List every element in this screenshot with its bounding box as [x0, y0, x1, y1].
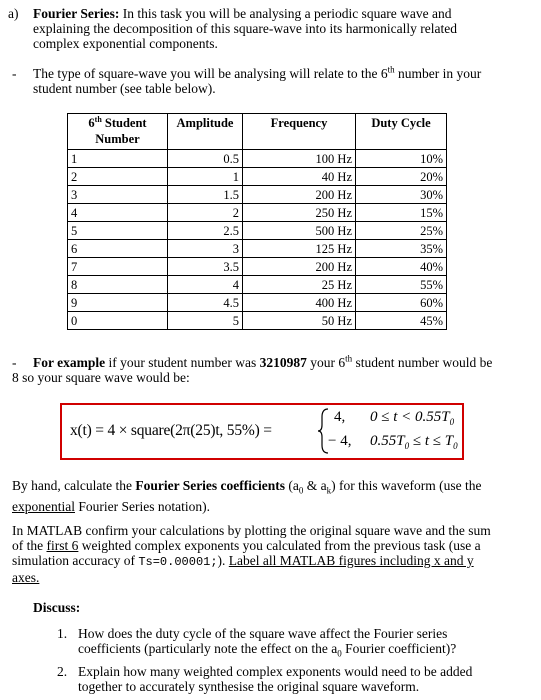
para1-bold: Fourier Series coefficients: [135, 478, 286, 493]
table-row: [68, 312, 447, 330]
cell-duty: 10%: [356, 150, 447, 168]
table-row: [68, 150, 447, 168]
table-row: [68, 186, 447, 204]
cell-number: 2: [68, 168, 168, 186]
case1-value: 4,: [334, 409, 346, 425]
example-text: [12, 353, 533, 385]
discuss-item-2-number: 2.: [57, 664, 68, 679]
discuss-item-1-line2: coefficients (particularly note the effect on the a: [78, 641, 338, 656]
sub-k: k: [326, 485, 332, 496]
superscript-th: th: [387, 64, 395, 75]
cell-duty: 55%: [356, 276, 447, 294]
cell-number: 9: [68, 294, 168, 312]
intro-line1: In this task you will be analysing a periodic square wave and: [119, 6, 452, 21]
cell-frequency: 200 Hz: [243, 258, 356, 276]
equation-lhs: x(t) = 4 × square(2π(25)t, 55%) =: [70, 422, 272, 439]
table-row: [68, 204, 447, 222]
cell-number: 8: [68, 276, 168, 294]
cell-frequency: 500 Hz: [243, 222, 356, 240]
cell-duty: 35%: [356, 240, 447, 258]
case2-cond-rest: ≤ t ≤ T: [409, 433, 454, 449]
square-wave-table: [67, 113, 447, 330]
case1-cond-text: 0 ≤ t < 0.55T: [370, 409, 450, 425]
example-sup: th: [345, 353, 353, 364]
cell-amplitude: 3.5: [168, 258, 243, 276]
header-amplitude: Amplitude: [168, 114, 243, 150]
example-mid1: if your student number was: [105, 355, 260, 370]
para2-line1: In MATLAB confirm your calculations by plotting the original square wave and the sum: [12, 523, 491, 538]
para2-first6: first 6: [46, 538, 79, 553]
example-mid2: your 6: [306, 355, 346, 370]
cell-number: 7: [68, 258, 168, 276]
cell-number: 4: [68, 204, 168, 222]
para2-line3-mid: ).: [217, 553, 229, 568]
discuss-title-text: Discuss:: [33, 600, 81, 615]
equation-box: [60, 403, 464, 460]
case2-cond-text: 0.55T: [370, 433, 405, 449]
discuss-item-1-line2-post: Fourier coefficient)?: [341, 641, 457, 656]
table-row: [68, 168, 447, 186]
cell-duty: 15%: [356, 204, 447, 222]
cell-amplitude: 1: [168, 168, 243, 186]
discuss-item-2-line1: Explain how many weighted complex exponents would need to be added: [78, 664, 473, 679]
table-row: [68, 294, 447, 312]
sub-zero: 0: [298, 485, 304, 496]
bullet1-line1-post: number in your: [394, 66, 482, 81]
cell-amplitude: 2.5: [168, 222, 243, 240]
case2-value: − 4,: [328, 433, 352, 449]
cell-frequency: 25 Hz: [243, 276, 356, 294]
discuss-item-1: [78, 626, 533, 662]
cell-amplitude: 2: [168, 204, 243, 222]
cell-number: 3: [68, 186, 168, 204]
example-bold: For example: [33, 355, 106, 370]
cell-amplitude: 4.5: [168, 294, 243, 312]
discuss-item-2: [78, 664, 533, 694]
cell-amplitude: 1.5: [168, 186, 243, 204]
discuss-item-1-line1: How does the duty cycle of the square wave affect the Fourier series: [78, 626, 448, 641]
cell-number: 6: [68, 240, 168, 258]
para1-line2: Fourier Series notation).: [74, 498, 210, 514]
cell-frequency: 50 Hz: [243, 312, 356, 330]
intro-line2: explaining the decomposition of this square-wave into its harmonically related: [33, 21, 458, 36]
bullet1-text: [33, 66, 533, 96]
cell-frequency: 125 Hz: [243, 240, 356, 258]
header-frequency: Frequency: [243, 114, 356, 150]
table-row: [68, 222, 447, 240]
example-student-number: 3210987: [259, 355, 307, 370]
table-row: [68, 240, 447, 258]
para1-pre: By hand, calculate the: [12, 478, 136, 493]
header-duty-cycle: Duty Cycle: [356, 114, 447, 150]
header-number: Number: [95, 132, 140, 146]
cell-number: 0: [68, 312, 168, 330]
cell-amplitude: 4: [168, 276, 243, 294]
intro-line3: complex exponential components.: [33, 36, 218, 51]
para2-label-instruction: Label all MATLAB figures including x and y: [228, 553, 474, 568]
cell-duty: 25%: [356, 222, 447, 240]
discuss-item-2-line2: together to accurately synthesise the original square waveform.: [78, 679, 420, 694]
paragraph-by-hand: [12, 478, 537, 514]
cell-amplitude: 0.5: [168, 150, 243, 168]
bullet1-line2: student number (see table below).: [33, 81, 216, 96]
cell-frequency: 250 Hz: [243, 204, 356, 222]
header-th: th: [94, 114, 102, 124]
cell-frequency: 200 Hz: [243, 186, 356, 204]
bullet-dash: -: [12, 66, 17, 81]
table-row: [68, 276, 447, 294]
para1-post: ) for this waveform (use the: [331, 478, 482, 493]
case1-condition: [370, 410, 454, 430]
cell-amplitude: 3: [168, 240, 243, 258]
cell-duty: 45%: [356, 312, 447, 330]
discuss-title: [33, 600, 80, 615]
sub-zero: 0: [453, 441, 458, 451]
cell-frequency: 100 Hz: [243, 150, 356, 168]
cell-amplitude: 5: [168, 312, 243, 330]
sub-zero: 0: [449, 417, 455, 427]
header-6: 6: [88, 116, 95, 130]
section-label: a): [8, 6, 19, 21]
header-student: Student: [101, 116, 147, 130]
para1-underlined: exponential: [12, 498, 75, 514]
discuss-item-1-number: 1.: [57, 626, 68, 641]
sub-zero: 0: [404, 441, 410, 451]
cell-duty: 60%: [356, 294, 447, 312]
para2-line2-post: weighted complex exponents you calculated from the previous task (use a: [78, 538, 481, 553]
case2-condition: [370, 434, 458, 454]
cell-number: 1: [68, 150, 168, 168]
code-snippet: Ts=0.00001;: [138, 555, 218, 569]
sub-zero: 0: [337, 648, 342, 659]
header-student-number: [68, 114, 168, 150]
example-dash: -: [12, 355, 17, 370]
cell-duty: 20%: [356, 168, 447, 186]
bullet1-line1: The type of square-wave you will be analysing will relate to the 6: [33, 66, 388, 81]
cell-number: 5: [68, 222, 168, 240]
para2-line3-pre: simulation accuracy of: [12, 553, 139, 568]
table-row: [68, 258, 447, 276]
cell-duty: 30%: [356, 186, 447, 204]
para1-amp: & a: [303, 478, 327, 493]
paragraph-matlab: [12, 523, 537, 585]
section-title: Fourier Series:: [33, 6, 120, 21]
section-intro: [33, 6, 533, 51]
example-post: student number would be: [352, 355, 493, 370]
table-header-row: [68, 114, 447, 150]
para2-axes: axes.: [12, 570, 40, 585]
cell-frequency: 400 Hz: [243, 294, 356, 312]
example-line2: 8 so your square wave would be:: [12, 370, 190, 385]
para1-mid: (a: [285, 478, 299, 493]
cell-duty: 40%: [356, 258, 447, 276]
para2-line2-pre: of the: [12, 538, 47, 553]
cell-frequency: 40 Hz: [243, 168, 356, 186]
